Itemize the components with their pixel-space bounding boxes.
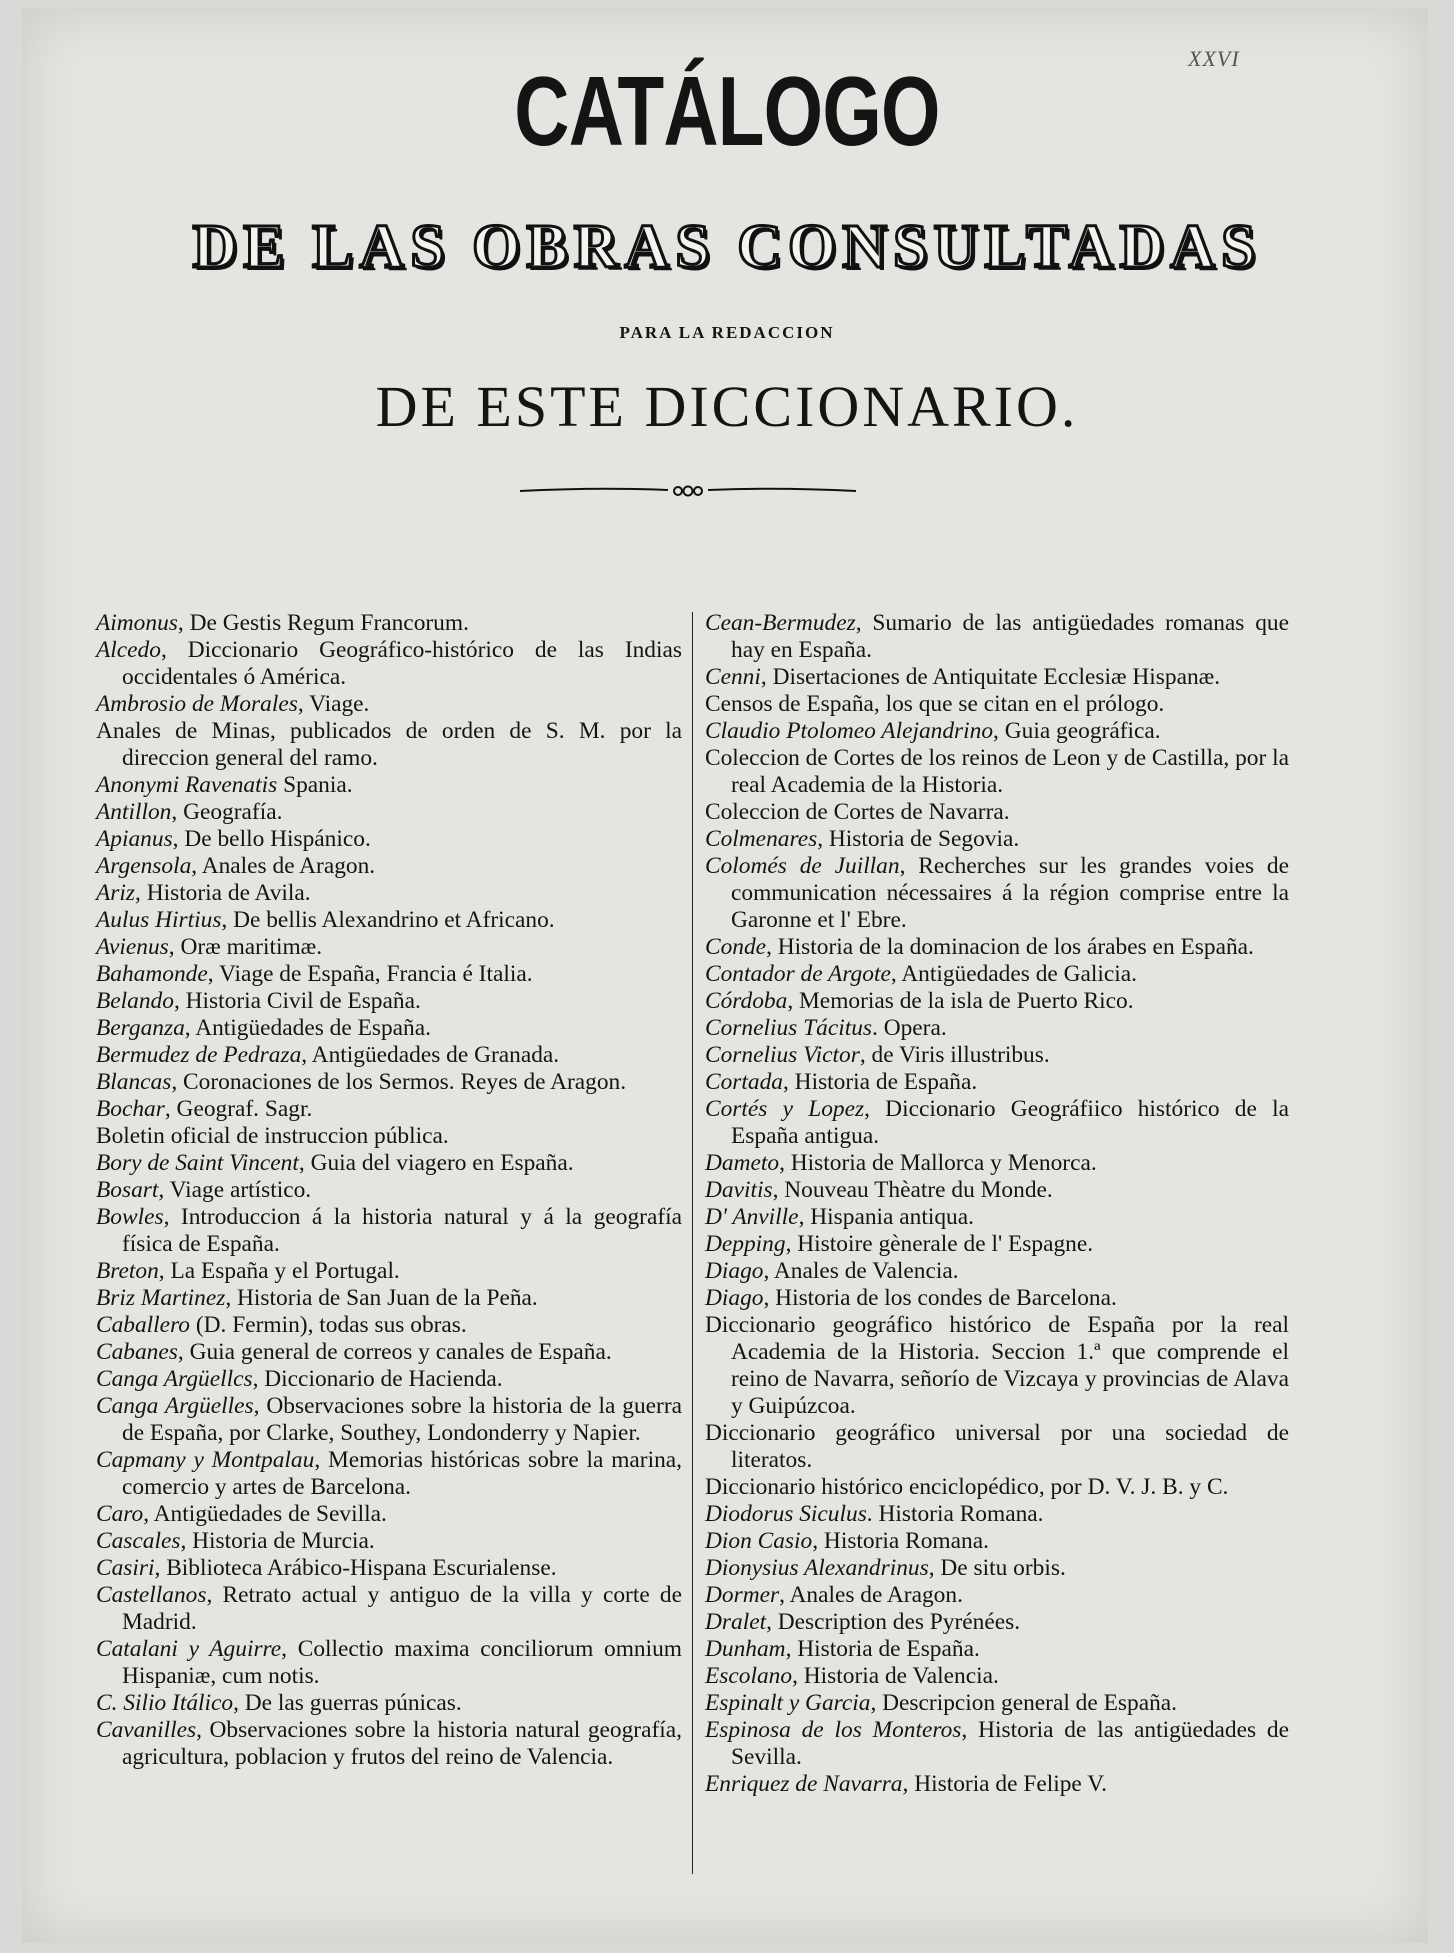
entry-author: Aulus Hirtius [96,907,222,933]
catalog-entry [96,1258,682,1285]
entry-author: Anonymi Ravenatis [96,772,278,798]
entry-title: , Viage. [297,691,370,717]
entry-author: Canga Argüellcs [96,1366,253,1392]
catalog-entry [705,691,1289,718]
left-column [96,610,682,1771]
entry-author: Cornelius Tácitus [705,1015,873,1041]
entry-author: Dameto [705,1150,780,1176]
ornament-divider [518,481,858,501]
entry-author: Alcedo [96,637,161,663]
entry-author: Blancas [96,1069,172,1095]
entry-author: Diodorus Siculus [705,1501,867,1527]
entry-title: , Memorias históricas sobre la marina, comercio y artes de Barcelona. [122,1447,682,1500]
catalog-entry [705,1069,1289,1096]
entry-author: Bory de Saint Vincent [96,1150,299,1176]
entry-title: , Historia de España. [785,1636,980,1662]
catalog-entry [96,1582,682,1636]
entry-title: , Historia de San Juan de la Peña. [225,1285,538,1311]
entry-title: , Sumario de las antigüedades romanas que hay en España. [731,610,1289,663]
entry-author: Córdoba [705,988,788,1014]
catalog-entry [705,1636,1289,1663]
entry-title: , Antigüedades de Galicia. [890,961,1138,987]
catalog-entry [705,1771,1289,1798]
entry-title: , Historia de Avila. [135,880,311,906]
catalog-entry [96,907,682,934]
entry-title: , De las guerras púnicas. [233,1690,462,1716]
catalog-entry [96,799,682,826]
entry-title: Diccionario geográfico universal por una sociedad de literatos. [705,1420,1289,1473]
catalog-entry [705,1582,1289,1609]
catalog-entry [96,1447,682,1501]
entry-title: , De situ orbis. [928,1555,1066,1581]
entry-author: Cascales [96,1528,181,1554]
entry-title: , De bello Hispánico. [172,826,371,852]
entry-author: Belando [96,988,174,1014]
entry-title: , Description des Pyrénées. [766,1609,1021,1635]
entry-title: , Historia de los condes de Barcelona. [763,1285,1117,1311]
entry-title: , Observaciones sobre la historia natural geografía, agricultura, poblacion y frutos del reino de Valencia. [122,1717,682,1770]
catalog-small-line: PARA LA REDACCION [619,323,835,342]
catalog-entry [96,1150,682,1177]
entry-title: . Historia Romana. [866,1501,1044,1527]
entry-title: , Hispania antiqua. [798,1204,974,1230]
entry-author: Berganza [96,1015,185,1041]
entry-title: , Diccionario Geográfico-histórico de las Indias occidentales ó América. [122,637,682,690]
entry-author: Espinalt y Garcia [705,1690,871,1716]
entry-title: , Recherches sur les grandes voies de communication nécessaires á la région comprise entre la Garonne et l' Ebre. [731,853,1289,933]
entry-title: Censos de España, los que se citan en el prólogo. [705,691,1165,717]
catalog-entry [96,988,682,1015]
entry-title: , Viage de España, Francia é Italia. [207,961,533,987]
entry-title: , Historia de Mallorca y Menorca. [779,1150,1097,1176]
entry-title: , Biblioteca Arábico-Hispana Escurialense. [154,1555,557,1581]
entry-author: Escolano [705,1663,793,1689]
entry-author: D' Anville [705,1204,799,1230]
catalog-entry [705,853,1289,934]
entry-author: Caro [96,1501,144,1527]
catalog-entry [705,1204,1289,1231]
catalog-entry [705,1501,1289,1528]
entry-title: Coleccion de Cortes de los reinos de Leon y de Castilla, por la real Academia de la Historia. [705,745,1289,798]
catalog-entry [96,1690,682,1717]
entry-author: Cenni [705,664,761,690]
entry-title: , Geograf. Sagr. [164,1096,313,1122]
entry-title: , Historia de Segovia. [817,826,1020,852]
catalog-entry [96,880,682,907]
entry-title: , Coronaciones de los Sermos. Reyes de Aragon. [171,1069,627,1095]
catalog-entry [705,1474,1289,1501]
catalog-entry [705,934,1289,961]
entry-title: , Oræ maritimæ. [168,934,323,960]
entry-author: Dunham [705,1636,786,1662]
entry-author: Cortés y Lopez [705,1096,865,1122]
catalog-entry [705,1528,1289,1555]
entry-author: Bowles [96,1204,164,1230]
entry-title: , Histoire gènerale de l' Espagne. [785,1231,1094,1257]
catalog-entry [96,718,682,772]
catalog-entry [705,1231,1289,1258]
right-column [705,610,1289,1798]
entry-author: Cortada [705,1069,783,1095]
entry-author: Cornelius Victor [705,1042,860,1068]
catalog-entry [96,1555,682,1582]
entry-title: Diccionario histórico enciclopédico, por D. V. J. B. y C. [705,1474,1229,1500]
entry-author: Davitis [705,1177,773,1203]
catalog-entry [96,1717,682,1771]
catalog-entry [705,988,1289,1015]
entry-title: , Disertaciones de Antiquitate Ecclesiæ Hispanæ. [760,664,1221,690]
catalog-title: CATÁLOGO [514,56,940,166]
entry-title: , Guia del viagero en España. [298,1150,574,1176]
entry-author: Enriquez de Navarra [705,1771,903,1797]
entry-title: , Historia Civil de España. [173,988,421,1014]
entry-title: , Introduccion á la historia natural y á la geografía física de España. [122,1204,682,1257]
entry-title: , Historia de la dominacion de los árabes en España. [766,934,1254,960]
entry-author: Ariz [96,880,135,906]
entry-author: Caballero [96,1312,190,1338]
page-number: XXVI [1188,46,1240,71]
catalog-entry [96,610,682,637]
entry-title: , Antigüedades de España. [184,1015,431,1041]
entry-author: Bosart [96,1177,159,1203]
catalog-entry [705,1258,1289,1285]
catalog-entry [705,1177,1289,1204]
catalog-entry [705,1420,1289,1474]
catalog-entry [705,826,1289,853]
entry-author: Castellanos [96,1582,207,1608]
entry-title: , Historia de Valencia. [792,1663,999,1689]
entry-author: Bahamonde [96,961,208,987]
entry-author: Breton [96,1258,159,1284]
catalog-entry [96,1096,682,1123]
catalog-entry [705,1690,1289,1717]
entry-title: Coleccion de Cortes de Navarra. [705,799,1010,825]
catalog-entry [705,1096,1289,1150]
entry-title: , Historia Romana. [812,1528,989,1554]
catalog-entry [96,934,682,961]
entry-author: Antillon [96,799,172,825]
entry-author: Casiri [96,1555,155,1581]
entry-title: , Historia de Murcia. [180,1528,375,1554]
entry-author: Diago [705,1285,764,1311]
catalog-entry [705,745,1289,799]
entry-author: Canga Argüelles [96,1393,254,1419]
entry-author: Dralet [705,1609,767,1635]
entry-title: Boletin oficial de instruccion pública. [96,1123,449,1149]
entry-title: , Memorias de la isla de Puerto Rico. [787,988,1134,1014]
catalog-entry [96,1312,682,1339]
entry-author: Diago [705,1258,764,1284]
catalog-entry [705,1609,1289,1636]
catalog-entry [96,853,682,880]
entry-author: Cavanilles [96,1717,197,1743]
catalog-entry [96,772,682,799]
entry-title: , Diccionario Geográfiico histórico de la España antigua. [731,1096,1289,1149]
entry-title: , Historia de España. [782,1069,978,1095]
entry-author: Claudio Ptolomeo Alejandrino [705,718,994,744]
catalog-entry [96,1393,682,1447]
catalog-entry [96,1285,682,1312]
entry-author: Contador de Argote [705,961,891,987]
entry-title: , Collectio maxima conciliorum omnium Hispaniæ, cum notis. [122,1636,682,1689]
catalog-subtitle: DE LAS OBRAS CONSULTADAS [192,213,1262,281]
entry-author: Apianus [96,826,173,852]
catalog-entry [705,1285,1289,1312]
entry-title: , De Gestis Regum Francorum. [177,610,469,636]
column-divider [692,612,693,1874]
catalog-entry [96,1528,682,1555]
entry-author: Capmany y Montpalau [96,1447,315,1473]
entry-title: , de Viris illustribus. [859,1042,1050,1068]
entry-title: , Viage artístico. [158,1177,312,1203]
catalog-entry [96,637,682,691]
catalog-entry [705,664,1289,691]
catalog-entry [96,1177,682,1204]
entry-author: Dormer [705,1582,780,1608]
entry-author: Catalani y Aguirre [96,1636,282,1662]
entry-author: Briz Martinez [96,1285,226,1311]
entry-title: , Guia general de correos y canales de España. [177,1339,612,1365]
entry-author: Dion Casio [705,1528,813,1554]
entry-author: Bermudez de Pedraza [96,1042,302,1068]
entry-author: Aimonus [96,610,178,636]
catalog-entry [705,1150,1289,1177]
entry-title: (D. Fermin), todas sus obras. [190,1312,467,1338]
entry-title: , Diccionario de Hacienda. [252,1366,503,1392]
entry-title: , La España y el Portugal. [158,1258,400,1284]
catalog-entry [705,1312,1289,1420]
entry-title: Diccionario geográfico histórico de España por la real Academia de la Historia. Seccion 1.ª que comprende el reino de Navarra, señorío de Vizcaya y provincias de Alava y Guipúzcoa. [705,1312,1289,1419]
entry-author: Conde [705,934,767,960]
entry-author: Cean-Bermudez [705,610,856,636]
catalog-entry [96,691,682,718]
catalog-entry [705,961,1289,988]
entry-title: , Observaciones sobre la historia de la guerra de España, por Clarke, Southey, Londonderry y Napier. [122,1393,682,1446]
entry-title: Anales de Minas, publicados de orden de S. M. por la direccion general del ramo. [96,718,682,771]
catalog-entry [96,1204,682,1258]
catalog-entry [96,826,682,853]
entry-title: , Anales de Aragon. [191,853,376,879]
catalog-entry [96,1069,682,1096]
entry-author: Espinosa de los Monteros [705,1717,962,1743]
entry-title: , Retrato actual y antiguo de la villa y corte de Madrid. [122,1582,682,1635]
entry-title: . Opera. [872,1015,947,1041]
entry-author: C. Silio Itálico [96,1690,234,1716]
catalog-entry [705,799,1289,826]
catalog-entry [705,1555,1289,1582]
entry-author: Ambrosio de Morales [96,691,298,717]
catalog-entry [96,1501,682,1528]
catalog-entry [96,1339,682,1366]
entry-author: Argensola [96,853,192,879]
catalog-entry [96,1366,682,1393]
entry-author: Dionysius Alexandrinus [705,1555,929,1581]
entry-author: Cabanes [96,1339,178,1365]
catalog-entry [96,1015,682,1042]
catalog-entry [705,1663,1289,1690]
entry-title: , Descripcion general de España. [870,1690,1177,1716]
catalog-entry [96,1123,682,1150]
catalog-entry [705,1717,1289,1771]
entry-title: , Antigüedades de Sevilla. [143,1501,387,1527]
entry-title: Spania. [277,772,353,798]
catalog-entry [96,1042,682,1069]
catalog-entry [96,961,682,988]
catalog-entry [705,610,1289,664]
catalog-dictionary-line: DE ESTE DICCIONARIO. [375,374,1079,439]
entry-title: , Geografía. [171,799,283,825]
entry-author: Bochar [96,1096,165,1122]
entry-title: , Nouveau Thèatre du Monde. [772,1177,1053,1203]
entry-author: Colmenares [705,826,818,852]
entry-title: , Historia de Felipe V. [902,1771,1107,1797]
catalog-entry [96,1636,682,1690]
entry-author: Depping [705,1231,786,1257]
entry-title: , De bellis Alexandrino et Africano. [221,907,555,933]
entry-title: , Anales de Valencia. [763,1258,959,1284]
entry-title: , Antigüedades de Granada. [301,1042,560,1068]
entry-title: , Historia de las antigüedades de Sevilla. [731,1717,1289,1770]
catalog-entry [705,718,1289,745]
entry-title: , Guia geográfica. [993,718,1161,744]
entry-author: Avienus [96,934,169,960]
entry-author: Colomés de Juillan [705,853,900,879]
entry-title: , Anales de Aragon. [779,1582,963,1608]
catalog-entry [705,1042,1289,1069]
catalog-entry [705,1015,1289,1042]
